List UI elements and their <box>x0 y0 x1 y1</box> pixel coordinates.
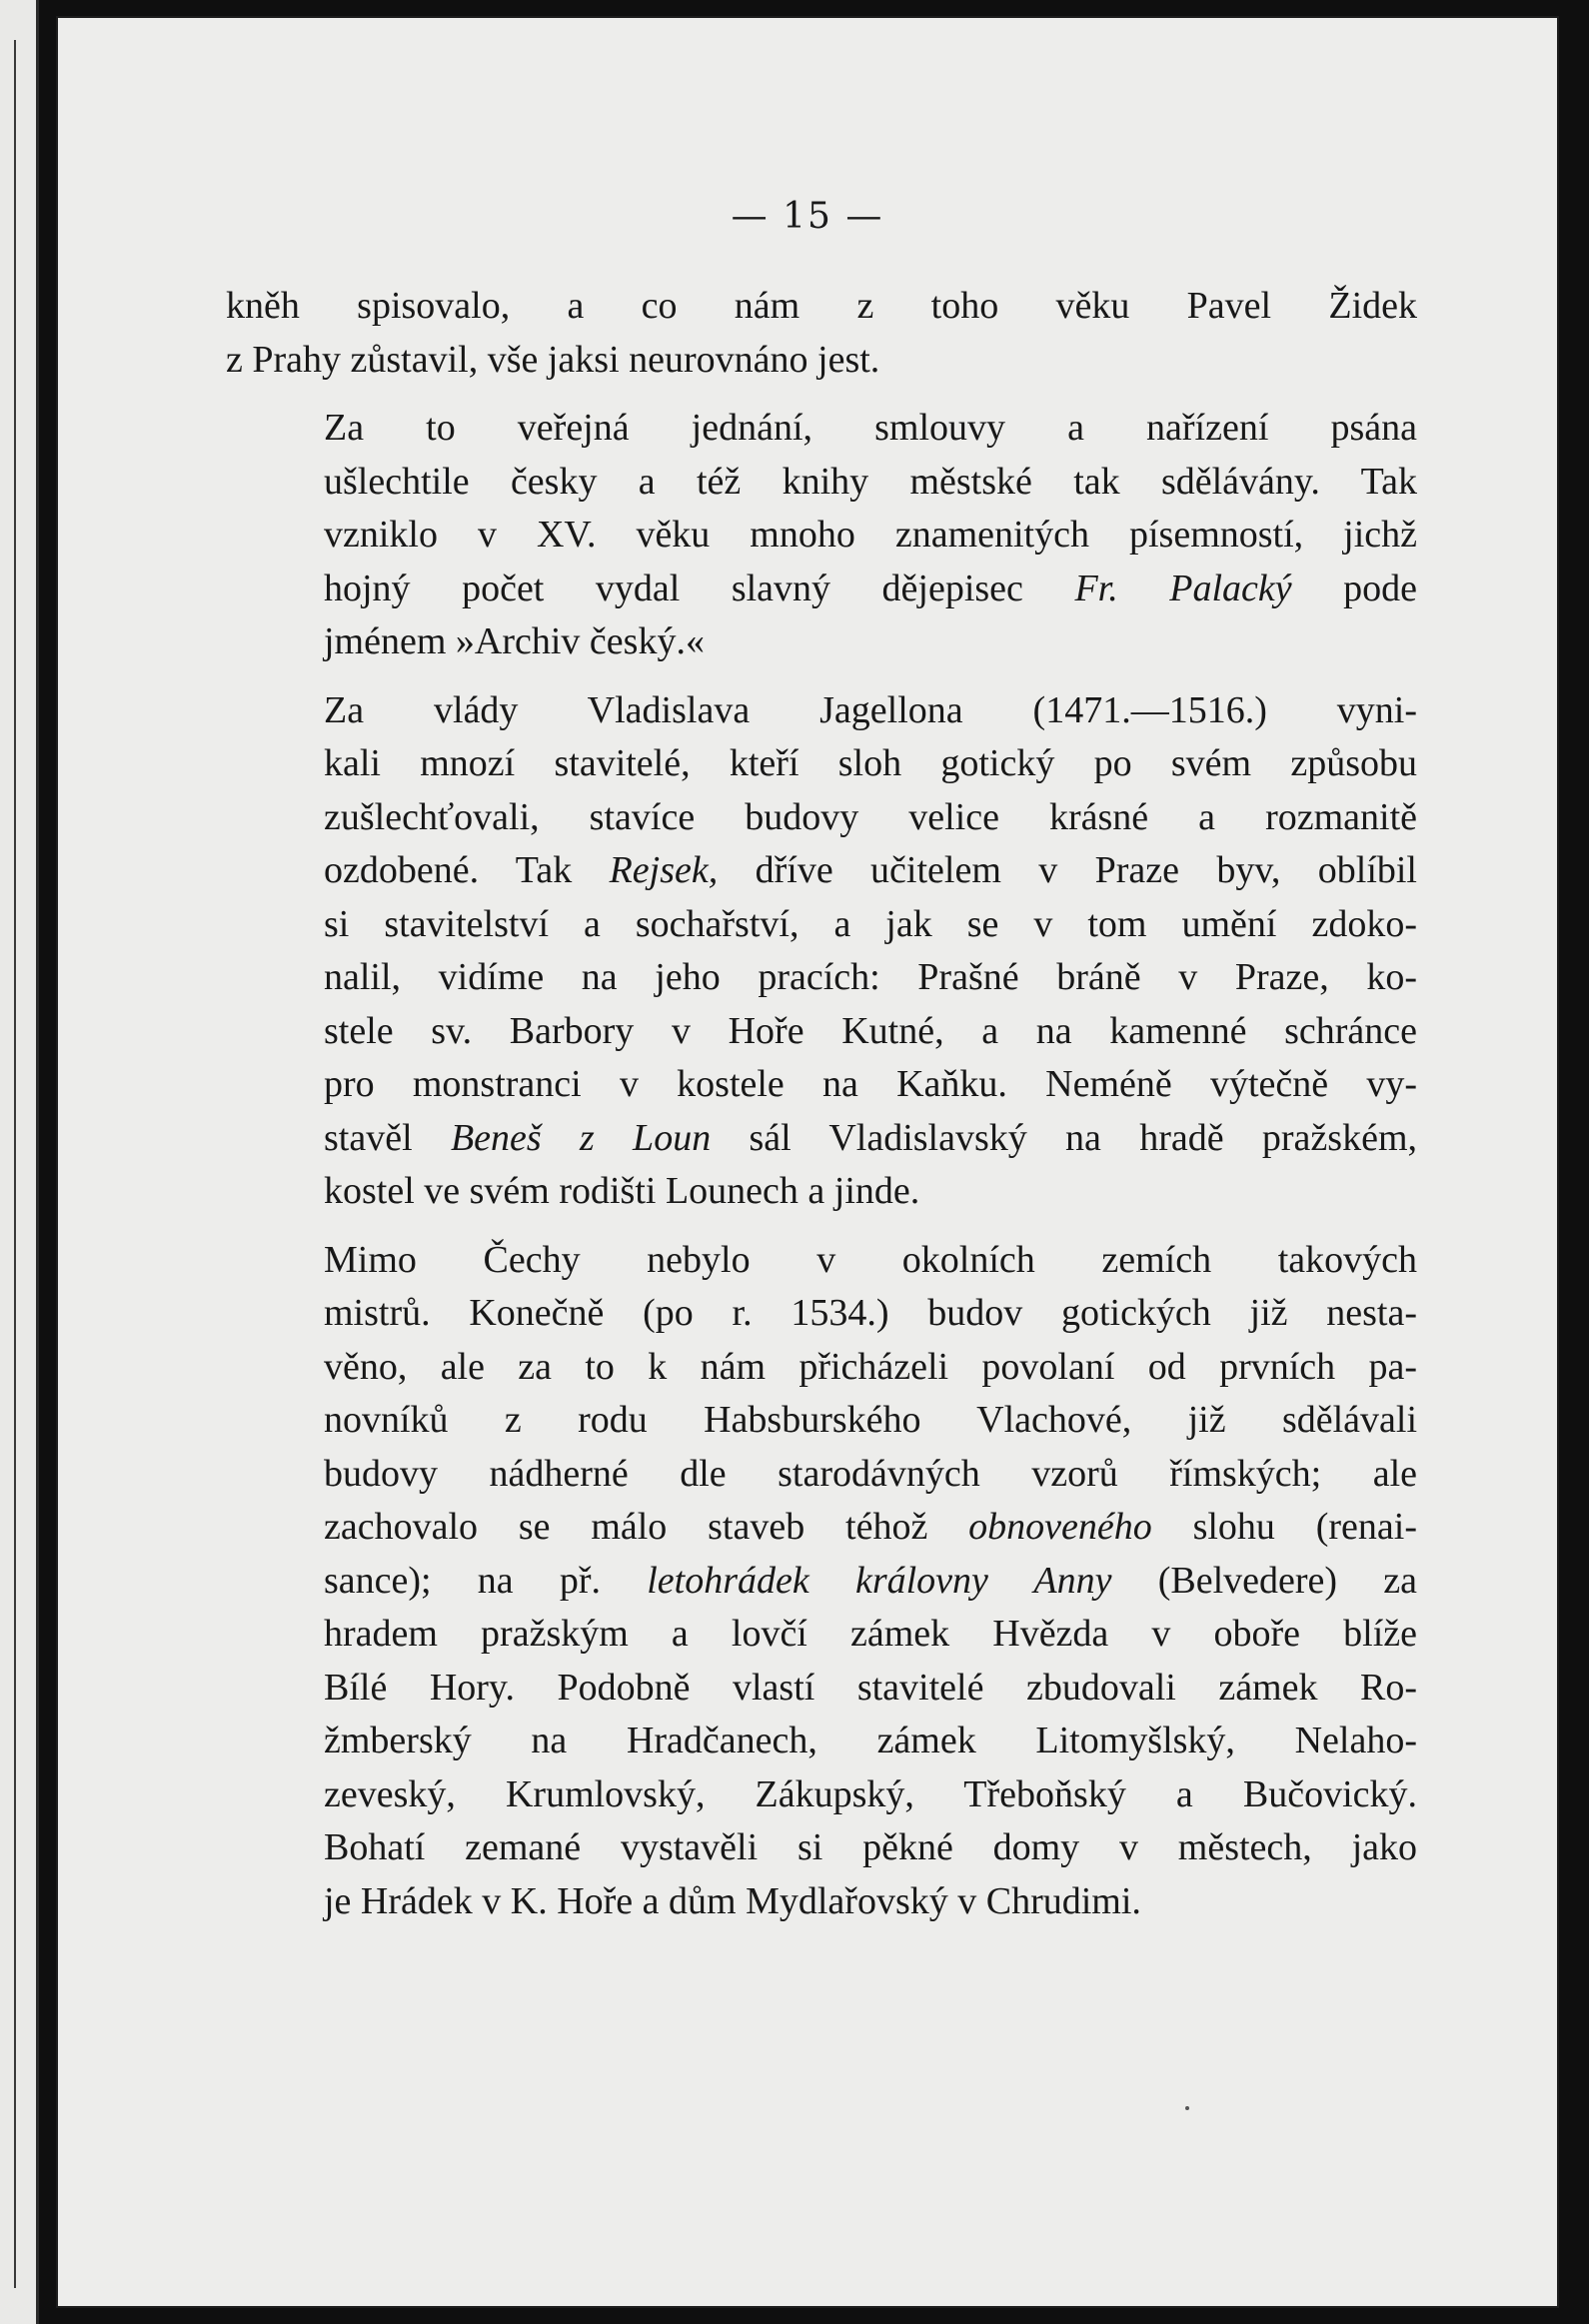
text-line: kostel ve svém rodišti Lounech a jinde. <box>324 1170 920 1212</box>
text-line: Mimo Čechy nebylo v okolních zemích takových <box>324 1238 1417 1281</box>
text-line: hradem pražským a lovčí zámek Hvězda v oboře blíže <box>324 1613 1417 1655</box>
text-line: nalil, vidíme na jeho pracích: Prašné bráně v Praze, ko- <box>324 956 1417 998</box>
text-line: zeveský, Krumlovský, Zákupský, Třeboňský a Bučovický. <box>324 1772 1417 1815</box>
text-line: kněh spisovalo, a co nám z toho věku Pavel Židek <box>226 285 1417 327</box>
text-line: Bílé Hory. Podobně vlastí stavitelé zbudovali zámek Ro- <box>324 1666 1417 1709</box>
text-line: pro monstranci v kostele na Kaňku. Neméně výtečně vy- <box>324 1063 1417 1105</box>
italic-name: Fr. Palacký <box>1074 567 1292 609</box>
text-line: sance); na př. letohrádek královny Anny (Belvedere) za <box>324 1559 1417 1602</box>
text-line: ozdobené. Tak Rejsek, dříve učitelem v Praze byv, oblíbil <box>324 849 1417 891</box>
text-line: z Prahy zůstavil, vše jaksi neurovnáno jest. <box>226 338 880 381</box>
italic-name: Rejsek, <box>609 849 719 891</box>
page-number: — 15 — <box>731 196 884 237</box>
italic-name: Beneš z Loun <box>450 1116 712 1159</box>
text-line: Bohatí zemané vystavěli si pěkné domy v městech, jako <box>324 1826 1417 1868</box>
page-edge-rule <box>14 40 16 2288</box>
text-line: Za vlády Vladislava Jagellona (1471.—1516.) vyni- <box>324 688 1417 731</box>
text-line: žmberský na Hradčanech, zámek Litomyšlský, Nelaho- <box>324 1720 1417 1761</box>
text-line: věno, ale za to k nám přicházeli povolaní od prvních pa- <box>324 1345 1417 1388</box>
text-line: novníků z rodu Habsburského Vlachové, již sdělávali <box>324 1399 1417 1441</box>
text-line: ušlechtile česky a též knihy městské tak sdělávány. Tak <box>324 460 1417 503</box>
previous-page-edge <box>0 0 39 2324</box>
text-line: Za to veřejná jednání, smlouvy a nařízení psána <box>324 407 1417 449</box>
text-line: stavěl Beneš z Loun sál Vladislavský na hradě pražském, <box>324 1116 1417 1159</box>
text-line: vzniklo v XV. věku mnoho znamenitých písemností, jichž <box>324 514 1417 556</box>
paragraph <box>226 684 1417 1219</box>
body-text <box>226 280 1417 1928</box>
book-page <box>58 18 1557 2306</box>
text-line: zachovalo se málo staveb téhož obnoveného slohu (renai- <box>324 1506 1417 1548</box>
italic-name: letohrádek královny Anny <box>647 1559 1112 1602</box>
text-line: mistrů. Konečně (po r. 1534.) budov gotických již nesta- <box>324 1292 1417 1334</box>
text-line: je Hrádek v K. Hoře a dům Mydlařovský v Chrudimi. <box>324 1879 1141 1922</box>
italic-name: obnoveného <box>968 1506 1152 1548</box>
text-line: si stavitelství a sochařství, a jak se v tom umění zdoko- <box>324 902 1417 945</box>
text-line: zušlechťovali, stavíce budovy velice krásné a rozmanitě <box>324 795 1417 838</box>
scan-speck <box>1185 2106 1189 2110</box>
text-line: kali mnozí stavitelé, kteří sloh gotický po svém způsobu <box>324 742 1417 784</box>
text-line: hojný počet vydal slavný dějepisec Fr. Palacký pode <box>324 567 1417 609</box>
paragraph <box>226 1234 1417 1929</box>
text-line: jménem »Archiv český.« <box>324 620 705 662</box>
paragraph <box>226 280 1417 387</box>
text-line: stele sv. Barbory v Hoře Kutné, a na kamenné schránce <box>324 1009 1417 1052</box>
paragraph <box>226 402 1417 669</box>
text-line: budovy nádherné dle starodávných vzorů římských; ale <box>324 1452 1417 1495</box>
